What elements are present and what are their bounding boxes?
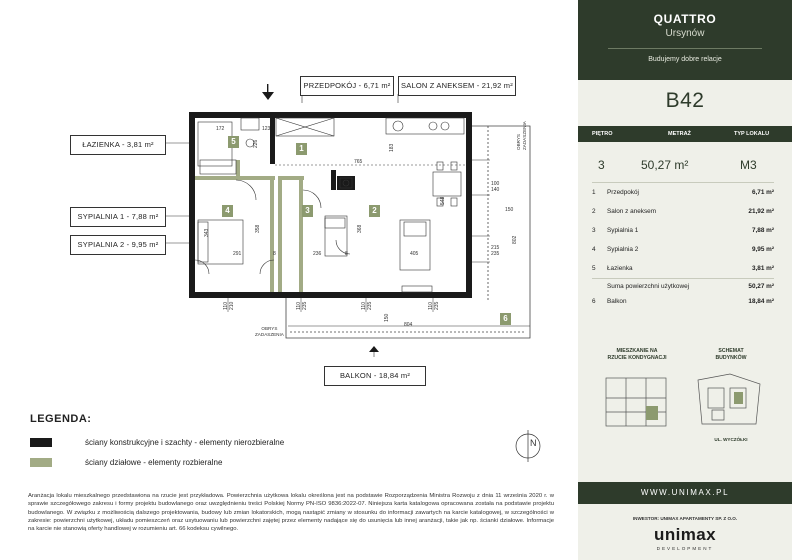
room-row-area: 6,71 m² xyxy=(751,189,774,196)
room-row-number: 5 xyxy=(592,265,596,272)
dim-8a: 8 xyxy=(273,251,276,257)
room-row xyxy=(578,187,792,199)
unit-header-bar xyxy=(578,126,792,142)
investor-line: INWESTOR: UNIMAX APARTAMENTY SP. Z O.O. xyxy=(632,516,738,521)
street-label: UL. WYCZÓŁKI xyxy=(714,437,748,442)
legend-swatch-partition xyxy=(30,458,52,467)
sum-value: 50,27 m² xyxy=(748,283,774,290)
room-number-5: 5 xyxy=(228,136,239,148)
dim-765: 765 xyxy=(354,159,363,165)
balcony-name: Balkon xyxy=(607,298,627,305)
header-floor: PIĘTRO xyxy=(592,131,613,137)
building-caption: SCHEMAT BUDYNKÓW xyxy=(715,348,747,361)
dim-140: 140 xyxy=(491,187,500,193)
callout-sypialnia2: SYPIALNIA 2 - 9,95 m² xyxy=(70,235,166,255)
obrys-label-right: OBRYS ZADASZENIA xyxy=(516,121,527,150)
room-row-number: 4 xyxy=(592,246,596,253)
header-divider xyxy=(608,48,762,49)
dim-358: 358 xyxy=(255,224,261,233)
balcony-area: 18,84 m² xyxy=(748,298,774,305)
dim-w235: 235 xyxy=(302,301,308,310)
brand-name: QUATTRO xyxy=(653,12,717,26)
value-floor: 3 xyxy=(598,158,605,172)
dim-291: 291 xyxy=(233,251,242,257)
header-type: TYP LOKALU xyxy=(734,131,770,137)
room-row xyxy=(578,206,792,218)
dim-w110: 110 xyxy=(223,302,229,310)
callout-lazienka: ŁAZIENKA - 3,81 m² xyxy=(70,135,166,155)
dim-235: 235 xyxy=(491,251,500,257)
dim-405: 405 xyxy=(410,251,419,257)
district-name: Ursynów xyxy=(665,28,705,39)
website[interactable]: WWW.UNIMAX.PL xyxy=(578,482,792,504)
room-number-3: 3 xyxy=(302,205,313,217)
room-row-name: Sypialnia 1 xyxy=(607,227,639,234)
sum-row xyxy=(578,281,792,293)
separator xyxy=(592,182,774,183)
callout-sypialnia1: SYPIALNIA 1 - 7,88 m² xyxy=(70,207,166,227)
room-row-area: 3,81 m² xyxy=(751,265,774,272)
panel-header xyxy=(578,0,792,80)
room-row-number: 2 xyxy=(592,208,596,215)
dim-172: 172 xyxy=(216,126,225,132)
value-type: M3 xyxy=(740,158,757,172)
legend-swatch-structural xyxy=(30,438,52,447)
room-number-6: 6 xyxy=(500,313,511,325)
callout-salon: SALON Z ANEKSEM - 21,92 m² xyxy=(398,76,516,96)
dim-w235c: 235 xyxy=(434,301,440,310)
dim-343: 343 xyxy=(204,228,210,237)
dim-w110d: 110 xyxy=(428,302,434,310)
dim-226: 226 xyxy=(253,139,259,148)
value-area: 50,27 m² xyxy=(641,158,689,172)
dim-123: 123 xyxy=(262,126,271,132)
room-row-number: 1 xyxy=(592,189,596,196)
callout-balkon: BALKON - 18,84 m² xyxy=(324,366,426,386)
info-panel xyxy=(578,0,792,560)
building-schema xyxy=(694,370,766,432)
room-row xyxy=(578,225,792,237)
room-row-area: 21,92 m² xyxy=(748,208,774,215)
dim-150b: 150 xyxy=(384,313,390,322)
callout-przedpokoj: PRZEDPOKÓJ - 6,71 m² xyxy=(300,76,394,96)
unit-code: B42 xyxy=(665,89,705,112)
obrys-label-bottom: OBRYS ZADASZENIA xyxy=(255,326,284,337)
room-row-number: 3 xyxy=(592,227,596,234)
dim-8b: 8 xyxy=(345,251,348,257)
dim-w210: 210 xyxy=(229,301,235,310)
room-row-area: 7,88 m² xyxy=(751,227,774,234)
dim-w235b: 235 xyxy=(367,301,373,310)
room-row-name: Łazienka xyxy=(607,265,633,272)
dim-548: 548 xyxy=(440,196,446,205)
room-number-1: 1 xyxy=(296,143,307,155)
header-area: METRAŻ xyxy=(668,131,691,137)
sum-label: Suma powierzchni użytkowej xyxy=(607,283,690,290)
dim-236: 236 xyxy=(313,251,322,257)
dim-215: 215 xyxy=(491,245,500,251)
legend-title: LEGENDA: xyxy=(30,413,92,425)
dim-804: 804 xyxy=(404,322,413,328)
disclaimer: Aranżacja lokalu mieszkalnego przedstawiona na rzucie jest przykładowa. Powierzchnia użytkowa lokalu określona jest na podstawie Rozporządzenia Ministra Rozwoju z dnia 11 września 2020 r. w sprawie szczegółowego zakresu i formy projektu budowlanego oraz uwzględnieniu treści Polskiej Normy PN-ISO 9836:2022-07. Niniejsza karta katalogowa opracowana została na podstawie projektu budowlanego. W związku z możliwością dalszego projektowania, budowy lub zmian lokatorskich, mogą nastąpić zmiany w stosunku do informacji zawartych na karcie katalogowej, w szczególności w zakresie: powierzchni użytkowej, układu pomieszczeń oraz usytuowaniu lub powierzchni zajętej przez elementy nadające się do usunięcia lub innej aranżacji, takie jak np. ścianki działowe. Informacje na karcie nie stanowią oferty handlowej w rozumieniu art. 66 kodeksu cywilnego. xyxy=(28,493,554,533)
dim-183: 183 xyxy=(389,143,395,152)
room-row-name: Salon z aneksem xyxy=(607,208,657,215)
compass-icon xyxy=(516,430,540,462)
dim-150: 150 xyxy=(505,207,514,213)
floor-key-plan xyxy=(602,370,674,432)
separator xyxy=(592,278,774,279)
dim-802: 802 xyxy=(512,235,518,244)
room-row-name: Sypialnia 2 xyxy=(607,246,639,253)
legend-text-structural: ściany konstrukcyjne i szachty - elementy nierozbieralne xyxy=(85,438,285,447)
room-row xyxy=(578,244,792,256)
dim-w110c: 110 xyxy=(361,302,367,310)
legend-text-partition: ściany działowe - elementy rozbieralne xyxy=(85,458,223,467)
unimax-logo-subtitle: DEVELOPMENT xyxy=(656,546,714,551)
tagline: Budujemy dobre relacje xyxy=(648,56,722,63)
balcony-number: 6 xyxy=(592,298,596,305)
dim-100: 100 xyxy=(491,181,500,187)
room-number-2: 2 xyxy=(369,205,380,217)
room-row xyxy=(578,263,792,275)
unimax-logo: unimax xyxy=(654,525,716,544)
svg-text:N: N xyxy=(530,438,537,448)
dim-368: 368 xyxy=(357,224,363,233)
balcony-row xyxy=(578,296,792,308)
room-row-area: 9,95 m² xyxy=(751,246,774,253)
dim-w110b: 110 xyxy=(296,302,302,310)
floor-plan-caption: MIESZKANIE NA RZUCIE KONDYGNACJI xyxy=(607,348,667,361)
room-number-4: 4 xyxy=(222,205,233,217)
room-row-name: Przedpokój xyxy=(607,189,639,196)
